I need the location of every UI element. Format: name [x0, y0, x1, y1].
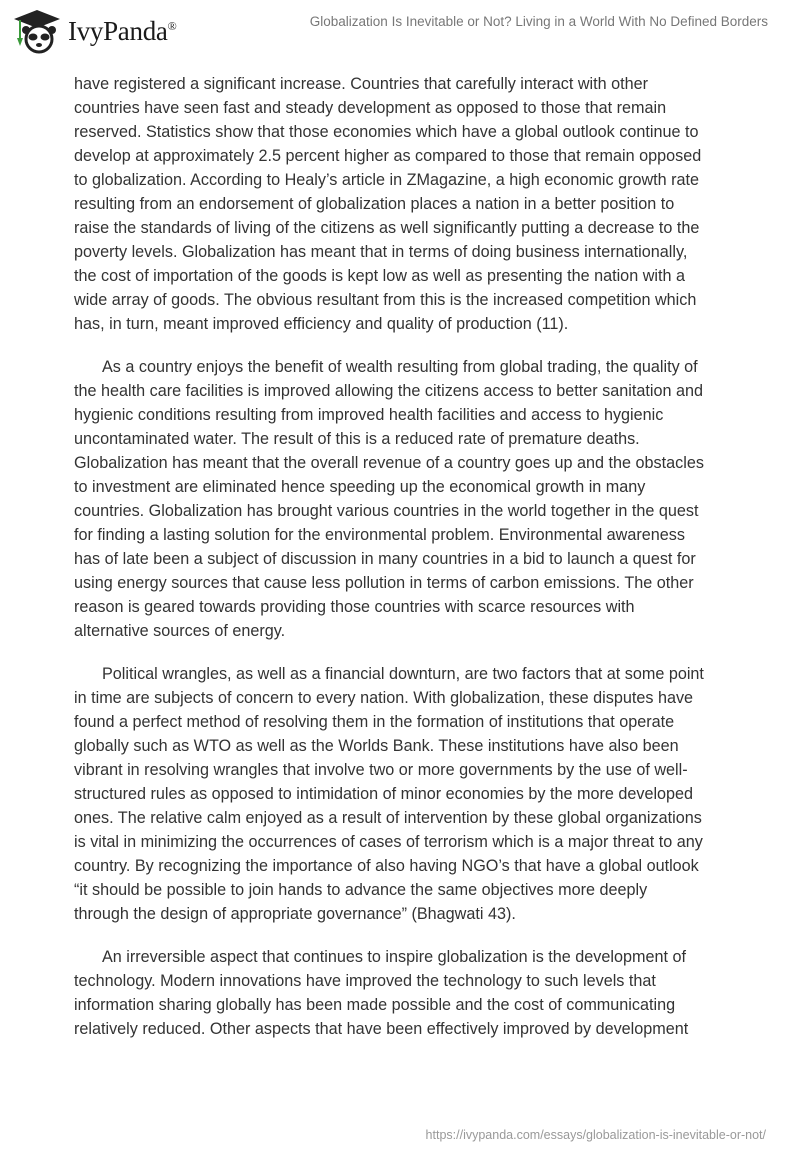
text-line: Globalization has meant that the overall revenue of a country goes up and the obstacles: [74, 454, 704, 472]
text-line: globally such as WTO as well as the Worlds Bank. These institutions have also been: [74, 737, 679, 755]
paragraph: [74, 355, 774, 643]
text-line: As a country enjoys the benefit of wealth resulting from global trading, the quality of: [102, 358, 698, 376]
text-line: has of late been a subject of discussion in many countries in a bid to launch a quest for: [74, 550, 696, 568]
text-line: relatively reduced. Other aspects that have been effectively improved by development: [74, 1020, 689, 1038]
text-line: to investment are eliminated hence speeding up the economical growth in many: [74, 478, 646, 496]
text-line: is vital in minimizing the occurrences of cases of terrorism which is a major threat to any: [74, 833, 703, 851]
logo-text: [68, 16, 176, 47]
text-line: the cost of importation of the goods is kept low as well as presenting the nation with a: [74, 267, 685, 285]
text-line: information sharing globally has been made possible and the cost of communicating: [74, 996, 676, 1014]
text-line: in time are subjects of concern to every nation. With globalization, these disputes have: [74, 689, 694, 707]
paragraph: [74, 72, 774, 336]
text-line: poverty levels. Globalization has meant that in terms of doing business internationally,: [74, 243, 688, 261]
text-line: structured rules as opposed to intimidation of minor economies by the more developed: [74, 785, 694, 803]
text-line: country. By recognizing the importance of also having NGO’s that have a global outlook: [74, 857, 699, 875]
text-line: wide array of goods. The obvious resultant from this is the increased competition which: [74, 291, 697, 309]
essay-body: [74, 72, 774, 1060]
logo-name: IvyPanda: [68, 15, 168, 46]
text-line: found a perfect method of resolving them in the formation of institutions that operate: [74, 713, 675, 731]
document-title: Globalization Is Inevitable or Not? Living in a World With No Defined Borders: [309, 14, 768, 29]
text-line: resulting from an endorsement of globalization places a nation in a better position to: [74, 195, 675, 213]
text-line: using energy sources that cause less pollution in terms of carbon emissions. The other: [74, 574, 694, 592]
paragraph: [74, 945, 774, 1041]
text-line: Political wrangles, as well as a financial downturn, are two factors that at some point: [102, 665, 704, 683]
text-line: An irreversible aspect that continues to inspire globalization is the development of: [102, 948, 686, 966]
text-line: reserved. Statistics show that those economies which have a global outlook continue to: [74, 123, 699, 141]
page-header: [0, 0, 800, 60]
source-url[interactable]: https://ivypanda.com/essays/globalization-is-inevitable-or-not/: [425, 1128, 766, 1142]
text-line: ones. The relative calm enjoyed as a result of intervention by these global organizations: [74, 809, 702, 827]
panda-graduate-icon: [12, 8, 62, 54]
text-line: alternative sources of energy.: [74, 622, 286, 640]
text-line: countries have seen fast and steady development as opposed to those that remain: [74, 99, 667, 117]
text-line: “it should be possible to join hands to advance the same objectives more deeply: [74, 881, 648, 899]
text-line: has, in turn, meant improved efficiency and quality of production (11).: [74, 315, 569, 333]
paragraph: [74, 662, 774, 926]
registered-mark: ®: [167, 18, 177, 33]
text-line: technology. Modern innovations have improved the technology to such levels that: [74, 972, 656, 990]
text-line: reason is geared towards providing those countries with scarce resources with: [74, 598, 635, 616]
text-line: countries. Globalization has brought various countries in the world together in the quest: [74, 502, 699, 520]
ivypanda-logo[interactable]: [12, 8, 176, 54]
text-line: vibrant in resolving wrangles that involve two or more governments by the use of well-: [74, 761, 688, 779]
text-line: for finding a lasting solution for the environmental problem. Environmental awareness: [74, 526, 685, 544]
text-line: through the design of appropriate governance” (Bhagwati 43).: [74, 905, 516, 923]
text-line: have registered a significant increase. Countries that carefully interact with other: [74, 75, 649, 93]
text-line: uncontaminated water. The result of this is a reduced rate of premature deaths.: [74, 430, 640, 448]
text-line: raise the standards of living of the citizens as well significantly putting a decrease to the: [74, 219, 700, 237]
text-line: develop at approximately 2.5 percent higher as compared to those that remain opposed: [74, 147, 702, 165]
text-line: hygienic conditions resulting from improved health facilities and access to hygienic: [74, 406, 664, 424]
text-line: to globalization. According to Healy’s article in ZMagazine, a high economic growth rate: [74, 171, 700, 189]
text-line: the health care facilities is improved allowing the citizens access to better sanitation and: [74, 382, 703, 400]
